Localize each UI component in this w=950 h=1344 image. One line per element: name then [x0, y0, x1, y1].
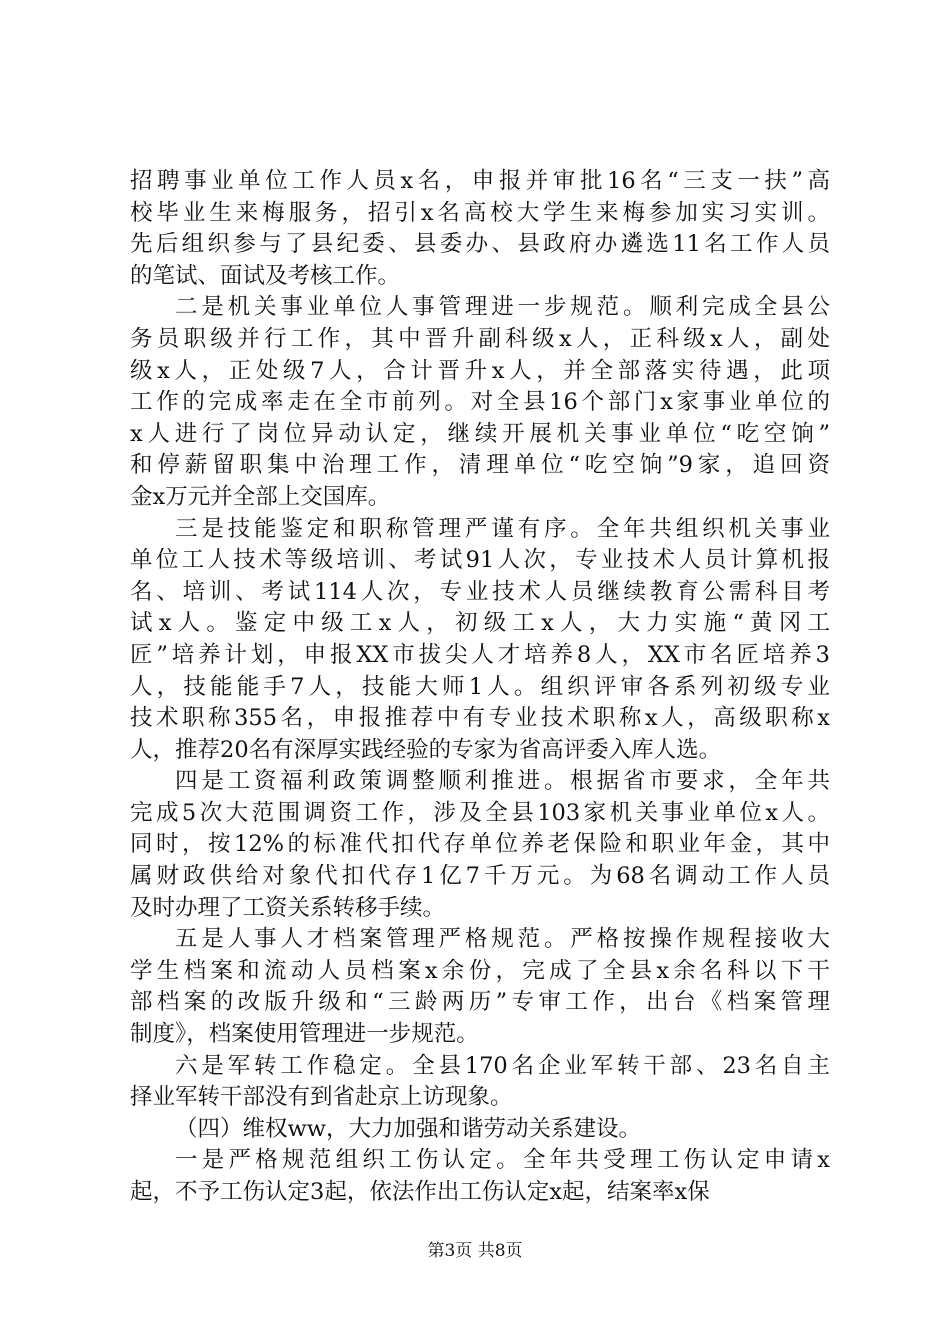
text-line: 技术职称355名，申报推荐中有专业技术职称x人，高级职称x [130, 705, 830, 732]
text-line: 同时，按12%的标准代扣代存单位养老保险和职业年金，其中 [130, 831, 830, 858]
text-line: 务员职级并行工作，其中晋升副科级x人，正科级x人，副处 [130, 325, 830, 352]
paragraph [130, 292, 830, 513]
paragraph [130, 1145, 830, 1208]
text-line: 制度》，档案使用管理进一步规范。 [130, 1021, 479, 1048]
text-line: 单位工人技术等级培训、考试91人次，专业技术人员计算机报 [130, 547, 830, 574]
text-line: 择业军转干部没有到省赴京上访现象。 [130, 1084, 513, 1111]
text-line: 先后组织参与了县纪委、县委办、县政府办遴选11名工作人员 [130, 231, 830, 258]
text-line: 校毕业生来梅服务，招引x名高校大学生来梅参加实习实训。 [130, 199, 830, 226]
text-line: 和停薪留职集中治理工作，清理单位“吃空饷”9家，追回资 [130, 452, 830, 479]
text-line: 二是机关事业单位人事管理进一步规范。顺利完成全县公 [175, 294, 830, 321]
text-line: 完成5次大范围调资工作，涉及全县103家机关事业单位x人。 [130, 799, 830, 826]
text-line: 及时办理了工资关系转移手续。 [130, 894, 446, 921]
text-line: 属财政供给对象代扣代存1亿7千万元。为68名调动工作人员 [130, 863, 830, 890]
text-line: 的笔试、面试及考核工作。 [130, 262, 401, 289]
text-line: x人进行了岗位异动认定，继续开展机关事业单位“吃空饷” [130, 420, 830, 447]
paragraph [130, 514, 830, 767]
text-line: 人，推荐20名有深厚实践经验的专家为省高评委入库人选。 [130, 736, 722, 763]
paragraph [130, 166, 830, 292]
text-line: 金x万元并全部上交国库。 [130, 483, 391, 510]
text-line: 招聘事业单位工作人员x名，申报并审批16名“三支一扶”高 [130, 168, 830, 194]
text-line: 工作的完成率走在全市前列。对全县16个部门x家事业单位的 [130, 389, 830, 416]
paragraph [130, 1051, 830, 1114]
paragraph [130, 1114, 830, 1146]
text-line: 学生档案和流动人员档案x余份，完成了全县x余名科以下干 [130, 957, 830, 984]
text-line: 五是人事人才档案管理严格规范。严格按操作规程接收大 [175, 926, 830, 953]
text-line: 名、培训、考试114人次，专业技术人员继续教育公需科目考 [130, 578, 830, 605]
text-line: 试x人。鉴定中级工x人，初级工x人，大力实施“黄冈工 [130, 610, 830, 637]
text-line: 部档案的改版升级和“三龄两历”专审工作，出台《档案管理 [130, 989, 830, 1016]
text-line: （四）维权ww，大力加强和谐劳动关系建设。 [175, 1115, 642, 1142]
text-line: 六是军转工作稳定。全县170名企业军转干部、23名自主 [175, 1052, 830, 1079]
page-footer: 第3页 共8页 [427, 1241, 523, 1261]
text-line: 三是技能鉴定和职称管理严谨有序。全年共组织机关事业 [175, 515, 830, 542]
paragraph [130, 766, 830, 924]
body-text [130, 166, 830, 1209]
text-line: 四是工资福利政策调整顺利推进。根据省市要求，全年共 [175, 768, 830, 795]
text-line: 匠”培养计划，申报XX市拔尖人才培养8人，XX市名匠培养3 [130, 641, 830, 668]
text-line: 级x人，正处级7人，合计晋升x人，并全部落实待遇，此项 [130, 357, 830, 384]
text-line: 一是严格规范组织工伤认定。全年共受理工伤认定申请x [175, 1147, 830, 1174]
text-line: 人，技能能手7人，技能大师1人。组织评审各系列初级专业 [130, 673, 830, 700]
text-line: 起，不予工伤认定3起，依法作出工伤认定x起，结案率x保 [130, 1179, 710, 1205]
paragraph [130, 924, 830, 1050]
